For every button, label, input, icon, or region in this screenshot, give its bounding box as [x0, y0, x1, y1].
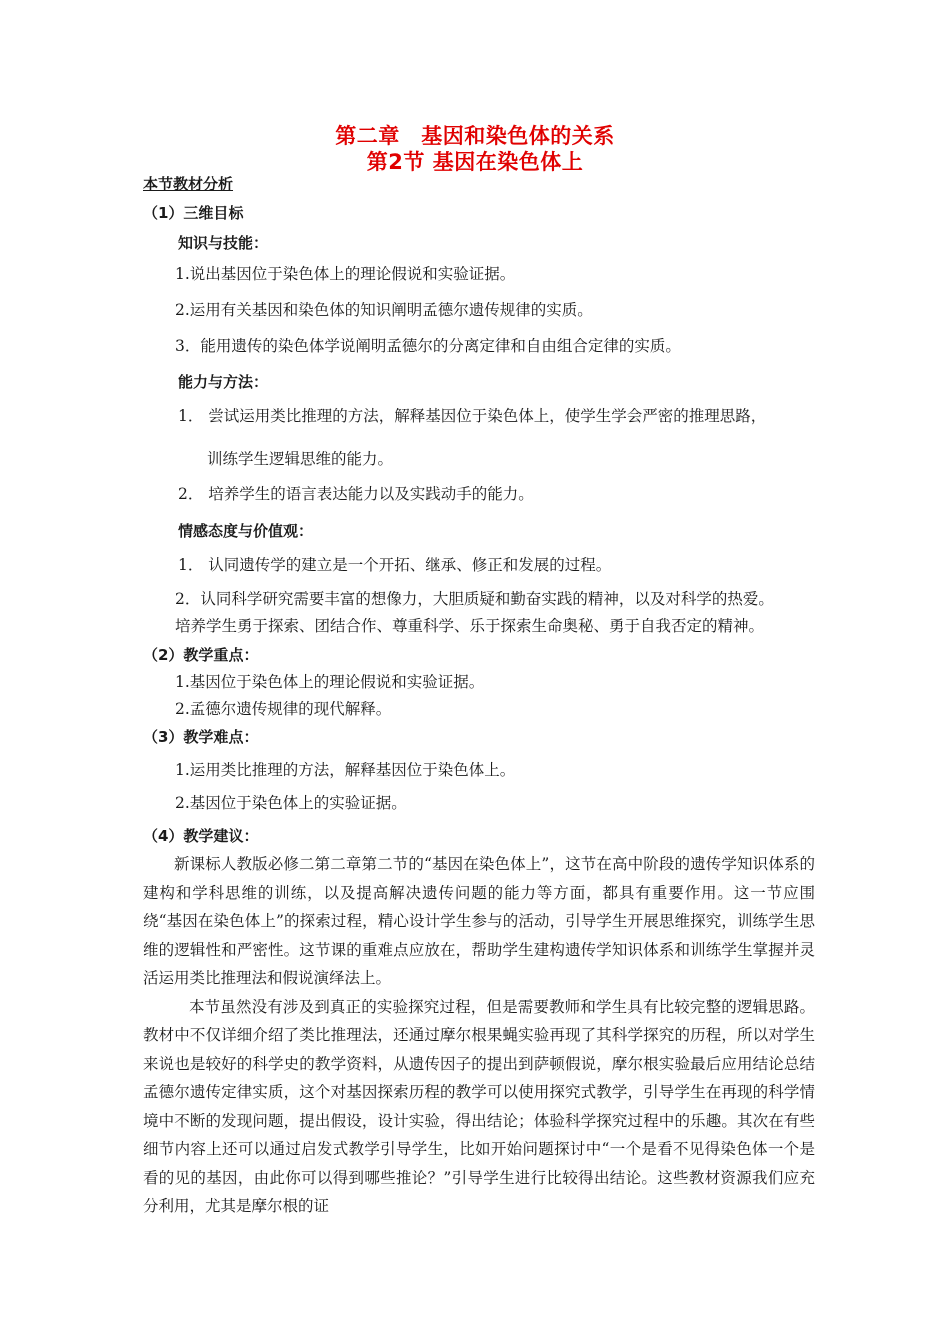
knowledge-item: 1.说出基因位于染色体上的理论假说和实验证据。	[175, 265, 516, 283]
ability-item: 2． 培养学生的语言表达能力以及实践动手的能力。	[178, 485, 534, 503]
knowledge-heading: 知识与技能：	[178, 234, 269, 252]
ability-item: 训练学生逻辑思维的能力。	[207, 450, 394, 468]
key-points-heading: （2）教学重点：	[143, 646, 259, 664]
suggestion-paragraph: 本节虽然没有涉及到真正的实验探究过程，但是需要教师和学生具有比较完整的逻辑思路。教材中不仅详细介绍了类比推理法，还通过摩尔根果蝇实验再现了其科学探究的历程，所以对学生来说也是较好的科学史的教学资料，从遗传因子的提出到萨顿假说，摩尔根实验最后应用结论总结孟德尔遗传定律实质，这个对基因探索历程的教学可以使用探究式教学，引导学生在再现的科学情境中不断的发现问题，提出假设，设计实验，得出结论；体验科学探究过程中的乐趣。其次在有些细节内容上还可以通过启发式教学引导学生，比如开始问题探讨中“一个是看不见得染色体一个是看的见的基因，由此你可以得到哪些推论？”引导学生进行比较得出结论。这些教材资源我们应充分利用，尤其是摩尔根的证	[143, 997, 815, 1215]
key-point-item: 1.基因位于染色体上的理论假说和实验证据。	[175, 673, 485, 691]
difficulty-item: 2.基因位于染色体上的实验证据。	[175, 794, 407, 812]
chapter-title: 第二章 基因和染色体的关系	[335, 124, 615, 148]
key-point-item: 2.孟德尔遗传规律的现代解释。	[175, 700, 392, 718]
analysis-heading: 本节教材分析	[143, 175, 234, 193]
goals-heading: （1）三维目标	[143, 204, 244, 222]
suggestion-paragraph: 新课标人教版必修二第二章第二节的“基因在染色体上”，这节在高中阶段的遗传学知识体系的建构和学科思维的训练，以及提高解决遗传问题的能力等方面，都具有重要作用。这一节应围绕“基因在染色体上”的探索过程，精心设计学生参与的活动，引导学生开展思维探究，训练学生思维的逻辑性和严密性。这节课的重难点应放在，帮助学生建构遗传学知识体系和训练学生掌握并灵活运用类比推理法和假说演绎法上。	[143, 855, 815, 987]
knowledge-item: 3．能用遗传的染色体学说阐明孟德尔的分离定律和自由组合定律的实质。	[175, 337, 681, 355]
suggestions-heading: （4）教学建议：	[143, 827, 259, 845]
knowledge-item: 2.运用有关基因和染色体的知识阐明孟德尔遗传规律的实质。	[175, 301, 593, 319]
section-title: 第2节 基因在染色体上	[366, 150, 584, 174]
ability-heading: 能力与方法：	[178, 373, 269, 391]
attitude-item: 2．认同科学研究需要丰富的想像力，大胆质疑和勤奋实践的精神，以及对科学的热爱。	[175, 590, 774, 608]
suggestions-body	[143, 850, 815, 1221]
attitude-heading: 情感态度与价值观：	[178, 522, 314, 540]
difficulties-heading: （3）教学难点：	[143, 728, 259, 746]
difficulty-item: 1.运用类比推理的方法，解释基因位于染色体上。	[175, 761, 516, 779]
attitude-item: 1． 认同遗传学的建立是一个开拓、继承、修正和发展的过程。	[178, 556, 612, 574]
ability-item: 1． 尝试运用类比推理的方法，解释基因位于染色体上，使学生学会严密的推理思路，	[178, 407, 767, 425]
attitude-item: 培养学生勇于探索、团结合作、尊重科学、乐于探索生命奥秘、勇于自我否定的精神。	[175, 617, 765, 635]
